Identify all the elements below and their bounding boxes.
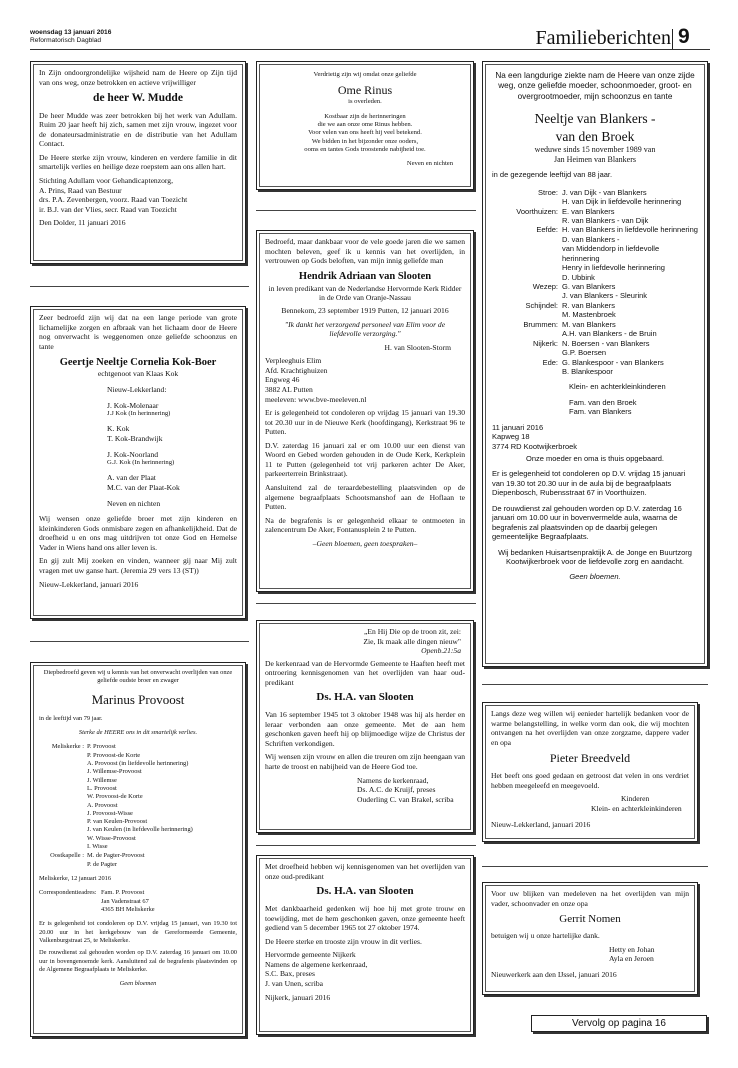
relative: G.J. Kok (In herinnering) — [107, 459, 175, 467]
signatory: Klein- en achterkleinkinderen — [591, 804, 682, 814]
family-line: Fam. van Blankers — [569, 407, 632, 417]
notice-paragraph: Het beeft ons goed gedaan en getroost dat velen in ons verdriet hebben meegeleefd en meegevoeld. — [491, 771, 689, 790]
relative: H. van Blankers in liefdevolle herinnering — [562, 225, 698, 235]
deceased-name: de heer W. Mudde — [93, 92, 183, 105]
relatives-group — [107, 450, 237, 468]
relatives-place — [492, 244, 562, 263]
relative: W. Wisse-Provoost — [87, 834, 136, 842]
notice-lines — [265, 113, 465, 154]
lying-in-state: Onze moeder en oma is thuis opgebaard. — [526, 454, 664, 464]
relative: J.J Kok (In herinnering) — [107, 410, 171, 418]
notice-rinus — [256, 61, 474, 190]
relatives-meliskerke — [39, 743, 237, 851]
deceased-dates: Bennekom, 23 september 1919 Putten, 12 januari 2016 — [281, 306, 449, 316]
signatory: Hetty en Johan — [609, 944, 655, 954]
relative: R. van Blankers — [562, 300, 615, 310]
signatory: ir. B.J. van der Vlies, secr. Raad van Toezicht — [39, 204, 177, 214]
relative: K. Kok — [107, 424, 130, 434]
signatories — [265, 776, 465, 805]
relative-row — [492, 188, 698, 197]
address-block — [492, 423, 698, 451]
column-separator — [482, 684, 708, 685]
signatory: Namens de kerkenraad, — [357, 775, 429, 785]
deceased-age: in de leeftijd van 79 jaar. — [39, 714, 103, 722]
relative: B. Blankespoor — [562, 366, 613, 376]
notice-place-date: Den Dolder, 11 januari 2016 — [39, 218, 126, 228]
section-title: Familieberichten — [535, 27, 671, 49]
notice-paragraph: Na de begrafenis is er gelegenheid elkaar te ontmoeten in zalencentrum De Aker, Fontanusplein 2 te Putten. — [265, 515, 465, 535]
deceased-name: Geertje Neeltje Cornelia Kok-Boer — [59, 357, 217, 369]
notice-van-slooten-nijkerk — [256, 855, 474, 1035]
relatives-group — [107, 473, 237, 492]
relative: A. van der Plaat — [107, 473, 156, 483]
relatives-place: Nieuw-Lekkerland: — [107, 385, 167, 395]
relative-row — [492, 225, 698, 234]
relative: M.C. van der Plaat-Kok — [107, 483, 180, 492]
signatories — [491, 945, 689, 964]
column-separator — [256, 603, 476, 604]
relatives-place — [492, 235, 562, 244]
address-line: Afd. Krachtighuizen — [265, 365, 328, 375]
notice-paragraph: Voor uw blijken van medeleven na het overlijden van mijn vader, schoonvader en onze opa — [491, 889, 689, 908]
notice-paragraph: De Heere sterke en trooste zijn vrouw in dit verlies. — [265, 936, 422, 946]
relative: P. van Keulen-Provoost — [87, 818, 148, 826]
deceased-name: Marinus Provoost — [91, 691, 185, 707]
relatives-group — [107, 401, 237, 419]
notice-intro: Verdrietig zijn wij omdat onze geliefde — [313, 71, 417, 78]
notice-line: die we aan onze ome Rinus hebben. — [317, 121, 413, 128]
relatives-oostkapelle — [39, 852, 237, 869]
relatives-place: Stroe: — [537, 187, 558, 197]
relative-row — [492, 244, 698, 263]
notice-van-slooten-haaften — [256, 620, 474, 833]
page-number: 9 — [678, 25, 690, 48]
notice-kok-boer — [30, 306, 246, 619]
notice-paragraph: De rouwdienst zal gehouden worden op D.V. zaterdag 16 januari om 10.00 uur in bovengenoemde kerk. Aansluitend zal de begrafenis plaatsvinden op de Algemene Begraafplaats te Meliskerke. — [39, 949, 237, 974]
notice-paragraph: D.V. zaterdag 16 januari zal er om 10.00 uur een dienst van Woord en Gebed worden gehouden in de Oude Kerk, Kerkplein 11 te Putten (gelegenheid tot vrij parkeren achter De Aker, parkeerterrein Brinkstraat). — [265, 440, 465, 479]
notice-line: Kostbaar zijn de herinneringen — [324, 112, 406, 120]
notice-paragraph: De Heere sterke zijn vrouw, kinderen en verdere familie in dit smartelijk verlies en heilige deze roepstem aan ons allen hart. — [39, 152, 237, 172]
deceased-name: Pieter Breedveld — [549, 751, 631, 766]
notice-intro: Diepbedroefd geven wij u kennis van het onverwacht overlijden van onze geliefde oudste broer en zwager — [43, 669, 233, 685]
relative: T. Kok-Brandwijk — [107, 434, 163, 444]
column-separator — [256, 210, 476, 211]
notice-line: Voor velen van ons heeft hij veel betekend. — [308, 129, 422, 137]
notice-breedveld — [482, 702, 698, 842]
deceased-name: Ds. H.A. van Slooten — [316, 691, 414, 704]
deceased-name — [492, 110, 698, 145]
relatives-place: Schijndel: — [525, 300, 558, 310]
notice-place-date: Nijkerk, januari 2016 — [265, 993, 331, 1003]
grandchildren: Klein- en achterkleinkinderen — [569, 382, 666, 392]
notice-closing: –Geen bloemen, geen toespraken– — [312, 538, 418, 548]
relative: J. Provoost-Wisse — [87, 809, 133, 817]
address-line: Verpleeghuis Elim — [265, 356, 322, 366]
notice-line: We bidden in het bijzonder onze ooders, — [311, 137, 419, 145]
header-rule — [30, 49, 710, 50]
relative-row — [492, 367, 698, 376]
relative-row — [492, 301, 698, 310]
correspondence-address — [39, 889, 237, 914]
relatives-names — [87, 852, 145, 869]
relative: N. Boersen - van Blankers — [562, 338, 650, 348]
signatories — [39, 176, 237, 214]
deceased-title: in leven predikant van de Nederlandse Hervormde Kerk Ridder in de Orde van Oranje-Nassau — [268, 283, 462, 303]
relative: L. Provoost — [87, 784, 117, 792]
deceased-name-line: Neeltje van Blankers - — [534, 110, 656, 126]
address-line: 3774 RD Kootwijkerbroek — [492, 441, 578, 451]
relative-row — [492, 263, 698, 272]
relative: van Middendorp in liefdevolle herinnering — [562, 244, 660, 263]
relative-row — [492, 282, 698, 291]
notice-intro: Met droefheid hebben wij kennisgenomen van het overlijden van onze oud-predikant — [265, 862, 465, 881]
relatives-place — [492, 291, 562, 300]
notice-paragraph: Wij wensen zijn vrouw en allen die treuren om zijn heengaan van harte de troost en nabijheid van de Heere God toe. — [265, 752, 465, 772]
header-paper: Reformatorisch Dagblad — [30, 37, 102, 45]
relative: J. Kok-Molenaar — [107, 400, 159, 410]
relatives-place: Nijkerk: — [532, 338, 558, 348]
relatives-place — [492, 329, 562, 338]
notice-paragraph: Aansluitend zal de teraardebestelling plaatsvinden op de algemene begraafplaats Schootsmanshof aan de Hoflaan te Putten. — [265, 483, 465, 512]
notice-closing: Geen bloemen — [119, 980, 157, 988]
notice-paragraph: Langs deze weg willen wij eenieder hartelijk bedanken voor de warme belangstelling, in welke vorm dan ook, die wij mochten ontvangen na het overlijden van onze zorgzame, dappere vader en opa — [491, 709, 689, 747]
continued-on-page-link[interactable]: Vervolg op pagina 16 — [531, 1015, 707, 1032]
signatory: Neven en nichten — [406, 160, 453, 168]
signatory: Ayla en Jeroen — [609, 954, 654, 964]
relative: W. Provoost-de Korte — [87, 793, 143, 801]
relative: P. Provoost — [87, 743, 116, 751]
relative: M. de Pagter-Provoost — [87, 852, 145, 860]
family-line: Fam. van den Broek — [569, 397, 637, 407]
relative: G. van Blankers — [562, 282, 616, 292]
relative: J. van Keulen (in liefdevolle herinnering) — [87, 826, 193, 834]
relative: J. Willemse-Provoost — [87, 768, 142, 776]
relative: D. van Blankers - — [562, 234, 620, 244]
signatory: Stichting Adullam voor Gehandicaptenzorg, — [39, 175, 173, 185]
relative: J. Kok-Noorland — [107, 449, 159, 459]
signatory: A. Prins, Raad van Bestuur — [39, 185, 122, 195]
relative-row — [492, 339, 698, 348]
relative: P. Provoost-de Korte — [87, 751, 141, 759]
signatory: drs. P.A. Zevenbergen, voorz. Raad van Toezicht — [39, 195, 188, 205]
notice-place-date: Nieuw-Lekkerland, januari 2016 — [39, 579, 139, 589]
header-date: woensdag 13 januari 2016 — [30, 29, 112, 36]
widow-line: Jan Heimen van Blankers — [554, 155, 636, 165]
relative: P. de Pagter — [87, 860, 117, 868]
relatives-place: Eefde: — [536, 225, 558, 235]
address-line: 11 januari 2016 — [492, 422, 544, 432]
relative: Henry in liefdevolle herinnering — [562, 263, 665, 273]
notice-place-date: Nieuwerkerk aan den IJssel, januari 2016 — [491, 969, 617, 979]
column-separator — [256, 845, 476, 846]
address-line: Jan Vadenstraat 67 — [101, 897, 149, 905]
correspondence-lines — [101, 889, 155, 914]
deceased-name: Gerrit Nomen — [559, 913, 621, 926]
relatives-list — [492, 188, 698, 377]
relative: I. Wisse — [87, 843, 108, 851]
relatives-place — [492, 273, 562, 282]
notice-place-date: Meliskerke, 12 januari 2016 — [39, 875, 112, 883]
relative-row — [492, 216, 698, 225]
signatory: Kinderen — [621, 794, 650, 804]
relatives-place — [492, 216, 562, 225]
address-line: meeleven: www.bve-meeleven.nl — [265, 394, 367, 404]
widow-line: weduwe sinds 15 november 1989 van — [534, 145, 656, 155]
relative-row — [492, 320, 698, 329]
relative-row — [492, 235, 698, 244]
signatory: J. van Unen, scriba — [265, 978, 323, 988]
header-meta — [30, 29, 111, 45]
deceased-name: Ome Rinus — [337, 83, 393, 98]
signatory: Hervormde gemeente Nijkerk — [265, 950, 356, 960]
relative-row — [492, 329, 698, 338]
notice-place-date: Nieuw-Lekkerland, januari 2016 — [491, 819, 591, 829]
verse-line: „En Hij Die op de troon zit, zei: — [363, 627, 461, 636]
relative: J. Willemse — [87, 776, 117, 784]
relatives-place — [492, 263, 562, 272]
signatory: Namens de algemene kerkenraad, — [265, 959, 368, 969]
relative: G.P. Boersen — [562, 348, 607, 358]
address-line: Engweg 46 — [265, 375, 300, 385]
notice-paragraph: Wij bedanken Huisartsenpraktijk A. de Jonge en Buurtzorg Kootwijkerbroek voor de liefdevolle zorg en aandacht. — [498, 547, 692, 566]
relative: A.H. van Blankers - de Bruin — [562, 329, 657, 339]
notice-blankers — [482, 61, 708, 667]
notice-paragraph: Wij wensen onze geliefde broer met zijn kinderen en kleinkinderen Gods onmisbare zegen en afhankelijkheid. Dat de droefheid u en ons mag uitdrijven tot onze God en Hemelse Vader in Wiens hand ons aller leven is. — [39, 514, 237, 552]
relatives-place — [492, 310, 562, 319]
relative-row — [492, 207, 698, 216]
notice-intro: Na een langdurige ziekte nam de Heere van onze zijde weg, onze geliefde moeder, schoonmoeder, groot- en overgrootmoeder, mijn schoonzus en tante — [495, 71, 695, 101]
verse — [265, 627, 465, 656]
address-line: Fam. P. Provoost — [101, 889, 145, 897]
notice-intro: Zeer bedroefd zijn wij dat na een lange periode van grote lichamelijke zorgen en afbraak van het lichaam door de Heere nog onverwacht is weggenomen onze geliefde schoonzus en tante — [39, 313, 237, 351]
address-line: 3882 AL Putten — [265, 384, 313, 394]
notice-mudde — [30, 61, 246, 264]
relative: R. van Blankers - van Dijk — [562, 215, 649, 225]
signatory: Ouderling C. van Brakel, scriba — [357, 794, 454, 804]
notice-intro: Bedroefd, maar dankbaar voor de vele goede jaren die we samen mochten beleven, geef ik u kennis van het overlijden, in vertrouwen op Gods beloften, van mijn innig geliefde man — [265, 237, 465, 266]
relative-row — [492, 197, 698, 206]
notice-paragraph: Van 16 september 1945 tot 3 oktober 1948 was hij als herder en leraar verbonden aan onze gemeente. Met de aan hem geschonken gaven heeft hij op blijmoedige wijze de Christus der Schriften verkondigen. — [265, 710, 465, 748]
widow-of — [492, 145, 698, 165]
relative: J. van Dijk - van Blankers — [562, 187, 647, 197]
deceased-spouse: echtgenoot van Klaas Kok — [97, 369, 179, 379]
notice-paragraph: De rouwdienst zal gehouden worden op D.V. zaterdag 16 januari om 10.00 uur in bovenvermelde aula, waarna de begrafenis zal plaatsvinden op de daarbij gelegen gemeentelijke Begraafplaats. — [492, 503, 682, 542]
relatives-names — [87, 743, 193, 851]
notice-nomen — [482, 882, 698, 995]
notice-van-slooten-family — [256, 230, 474, 592]
relatives-place — [492, 197, 562, 206]
deceased-name-line: van den Broek — [555, 128, 635, 144]
deceased-name: Hendrik Adriaan van Slooten — [298, 270, 432, 282]
relative: M. van Blankers — [562, 319, 616, 329]
notice-provoost — [30, 662, 246, 1037]
relative: G. Blankespoor - van Blankers — [562, 357, 664, 367]
relatives-place: Wezep: — [532, 282, 558, 292]
relatives-place: Brummen: — [523, 319, 558, 329]
relatives-place — [492, 367, 562, 376]
deceased-age: in de gezegende leeftijd van 88 jaar. — [492, 170, 613, 180]
correspondence-label: Correspondentieadres: — [39, 889, 97, 897]
relatives-place: Voorthuizen: — [516, 206, 558, 216]
notice-paragraph: De heer Mudde was zeer betrokken bij het werk van Adullam. Ruim 20 jaar heeft hij zich, samen met zijn vrouw, ingezet voor de donateursadministratie en de distributie van het Adullam Contact. — [39, 110, 237, 149]
relatives-list — [39, 385, 237, 508]
relative: J. van Blankers - Sleurink — [562, 291, 648, 301]
relative-row — [492, 310, 698, 319]
notice-paragraph: Met dankbaarheid gedenken wij hoe hij met grote trouw en toewijding, met de hem geschonken gaven, onze gemeente heeft gediend van 5 december 1965 tot 27 oktober 1974. — [265, 903, 465, 933]
relative-row — [492, 358, 698, 367]
relatives-place: Meliskerke : — [51, 743, 84, 751]
relative: D. Ubbink — [562, 272, 595, 282]
deceased-name: Ds. H.A. van Slooten — [316, 885, 414, 898]
notice-intro: In Zijn ondoorgrondelijke wijsheid nam de Heere op Zijn tijd van ons weg, onze betrokken en actieve vrijwilliger — [39, 68, 237, 87]
notice-paragraph: Er is gelegenheid tot condoleren op vrijdag 15 januari van 19.30 tot 20.30 uur in de Nieuwe Kerk (hoofdingang), Kerkstraat 96 te Putten. — [265, 408, 465, 437]
relatives-place: Ede: — [542, 357, 558, 367]
relatives-place — [492, 348, 562, 357]
verse-reference: Openb.21:5a — [421, 646, 461, 656]
address-line: 4365 BH Meliskerke — [101, 906, 155, 914]
relative: M. Mastenbroek — [562, 310, 616, 320]
relatives-place: Oostkapelle : — [50, 852, 84, 860]
address-block — [265, 356, 465, 404]
relative: H. van Dijk in liefdevolle herinnering — [562, 197, 682, 207]
notice-verse: Sterke de HEERE ons in dit smartelijk verlies. — [78, 728, 198, 736]
signatories — [265, 950, 465, 988]
relatives-group — [107, 424, 237, 443]
notice-intro: De kerkenraad van de Hervormde Gemeente te Haaften heeft met ontroering kennisgenomen van het overlijden van haar oud-predikant — [265, 658, 465, 687]
header-divider — [672, 29, 673, 49]
column-separator — [30, 286, 249, 287]
notice-status: is overleden. — [348, 98, 382, 106]
notice-paragraph: Er is gelegenheid tot condoleren op D.V. vrijdag 15 januari van 19.30 tot 20.30 uur in de aula bij de begraafplaats Diepenbosch, Rubensstraat 67 in Voorthuizen. — [492, 469, 686, 498]
families — [492, 398, 698, 417]
verse-line: Zie, Ik maak alle dingen nieuw" — [363, 636, 461, 646]
notice-closing: Geen bloemen. — [569, 572, 621, 582]
notice-paragraph: En gij zult Mij zoeken en vinden, wanneer gij naar Mij zult vragen met uw ganse hart. (Jeremia 29 vers 13 (ST)) — [39, 556, 237, 575]
relative: Neven en nichten — [107, 498, 161, 508]
relative-row — [492, 273, 698, 282]
notice-paragraph: Er is gelegenheid tot condoleren op D.V. vrijdag 15 januari, van 19.30 tot 20.00 uur in het kerkgebouw van de Gereformeerde Gemeente, Valkenburgstraat 25, te Meliskerke. — [39, 920, 237, 945]
relative-row — [492, 348, 698, 357]
signatory: Ds. A.C. de Kruijf, preses — [357, 785, 436, 795]
relative-row — [492, 291, 698, 300]
relative: E. van Blankers — [562, 206, 615, 216]
notice-line: ooms en tantes Gods troostende nabijheid toe. — [304, 145, 426, 153]
signatory: H. van Slooten-Storm — [384, 342, 451, 352]
signatories — [491, 794, 689, 813]
signatory: S.C. Bax, preses — [265, 969, 315, 979]
column-separator — [482, 866, 708, 867]
notice-quote: "Ik dankt het verzorgend personeel van Elim voor de liefdevolle verzorging." — [284, 319, 446, 339]
relative: A. Provoost — [87, 801, 118, 809]
notice-paragraph: betuigen wij u onze hartelijke dank. — [491, 930, 600, 940]
relative: A. Provoost (in liefdevolle herinnering) — [87, 759, 189, 767]
address-line: Kapweg 18 — [492, 432, 530, 442]
column-separator — [30, 641, 249, 642]
